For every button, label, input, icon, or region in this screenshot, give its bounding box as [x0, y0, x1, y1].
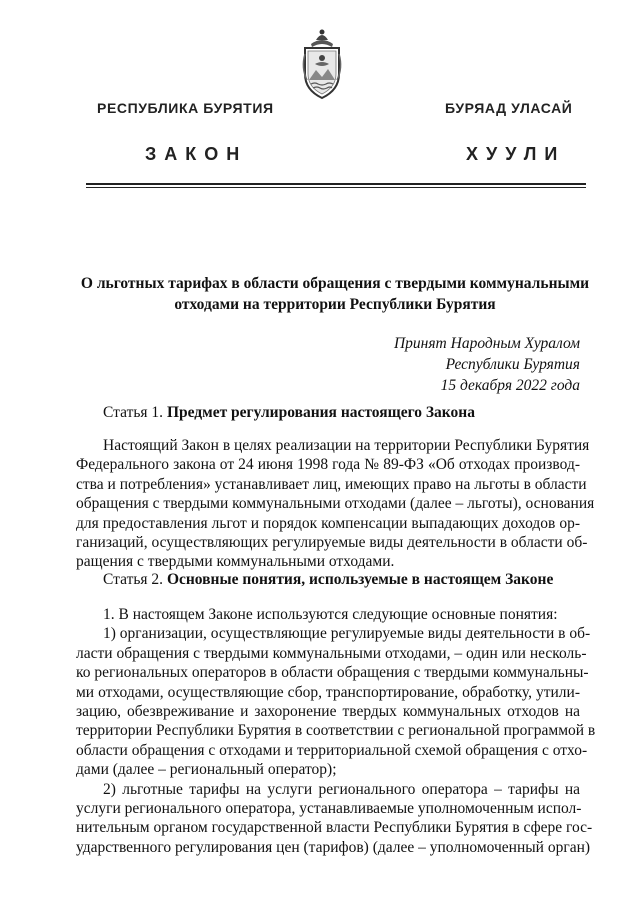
- law-title-line: отходами на территории Республики Бурятия: [174, 296, 496, 313]
- article-1-body: [76, 436, 595, 572]
- adoption-line: Республики Бурятия: [445, 356, 580, 373]
- article-2-heading: [103, 571, 553, 589]
- text-line: 1) организации, осуществляющие регулируемые виды деятельности в об-: [103, 625, 591, 643]
- article-2-body: [76, 605, 596, 857]
- article-number: Статья 2.: [103, 571, 164, 588]
- republic-name-ru: РЕСПУБЛИКА БУРЯТИЯ: [97, 100, 274, 116]
- law-title-line: О льготных тарифах в области обращения с твердыми коммунальными: [80, 275, 590, 292]
- text-line: услуги регионального оператора, устанавливаемые уполномоченным испол-: [76, 800, 582, 818]
- text-line: 2) льготные тарифы на услуги регионального оператора – тарифы на: [103, 780, 580, 798]
- text-line: ласти обращения с твердыми коммунальными отходами, – один или несколь-: [76, 644, 587, 662]
- text-line: зацию, обезвреживание и захоронение твердых коммунальных отходов на: [76, 703, 580, 721]
- header-divider: [86, 183, 586, 185]
- article-title: Предмет регулирования настоящего Закона: [166, 404, 475, 421]
- republic-name-bu: БУРЯАД УЛАСАЙ: [445, 100, 573, 116]
- text-line: ми отходами, осуществляющие сбор, транспортирование, обработку, утили-: [76, 683, 580, 701]
- law-title: [70, 273, 600, 315]
- text-line: ращения с твердыми коммунальными отходами.: [76, 553, 395, 571]
- law-label-bu: ХУУЛИ: [466, 144, 566, 164]
- text-line: для предоставления льгот и порядок компенсации выпадающих доходов ор-: [76, 514, 580, 532]
- article-number: Статья 1.: [103, 404, 164, 421]
- text-line: Федерального закона от 24 июня 1998 года № 89-ФЗ «Об отходах производ-: [76, 456, 580, 474]
- text-line: ства и потребления» устанавливает лиц, имеющих право на льготы в области: [76, 475, 587, 493]
- text-line: ко региональных операторов в области обращения с твердыми коммунальны-: [76, 664, 589, 682]
- text-line: ударственного регулирования цен (тарифов) (далее – уполномоченный орган): [76, 838, 591, 856]
- text-line: дами (далее – региональный оператор);: [76, 761, 337, 779]
- header-divider-thin: [86, 187, 586, 188]
- text-line: области обращения с отходами и территориальной схемой обращения с отхо-: [76, 741, 588, 759]
- article-1-heading: [103, 404, 475, 422]
- text-line: обращения с твердыми коммунальными отходами (далее – льготы), основания: [76, 495, 595, 513]
- text-line: нительным органом государственной власти Республики Бурятия в сфере гос-: [76, 819, 593, 837]
- text-line: Настоящий Закон в целях реализации на территории Республики Бурятия: [103, 437, 590, 454]
- adoption-line: Принят Народным Хуралом: [393, 335, 580, 352]
- text-line: территории Республики Бурятия в соответствии с региональной программой в: [76, 722, 596, 740]
- text-line: 1. В настоящем Законе используются следующие основные понятия:: [103, 606, 558, 623]
- adoption-date: 15 декабря 2022 года: [440, 377, 580, 394]
- article-title: Основные понятия, используемые в настоящем Законе: [166, 571, 554, 588]
- adoption-note: [394, 333, 580, 396]
- law-label-ru: ЗАКОН: [145, 144, 248, 164]
- text-line: ганизаций, осуществляющих регулируемые виды деятельности в области об-: [76, 534, 588, 552]
- coat-of-arms-icon: [299, 28, 345, 102]
